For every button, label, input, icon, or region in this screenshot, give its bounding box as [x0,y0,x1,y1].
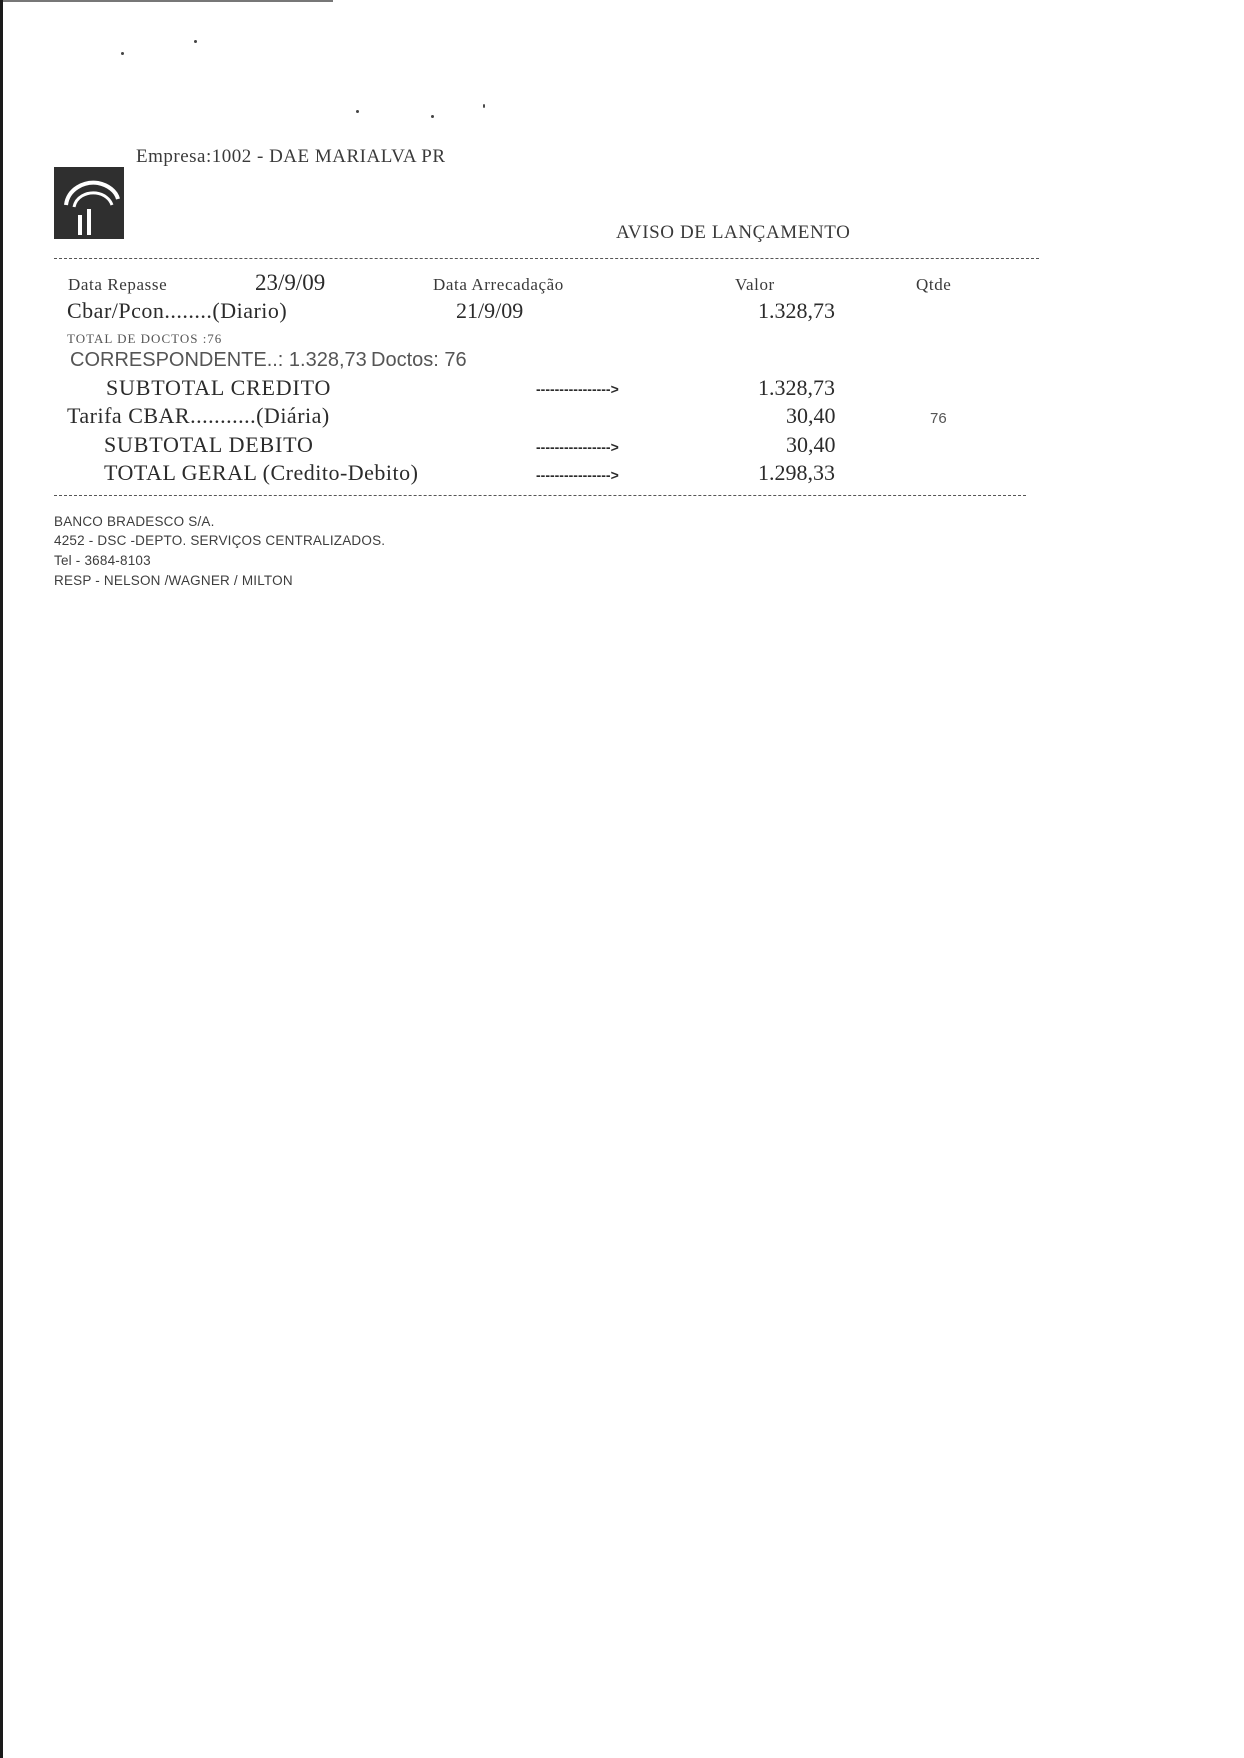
footer-responsible: RESP - NELSON /WAGNER / MILTON [54,573,293,588]
tarifa-label: Tarifa CBAR...........(Diária) [67,403,330,428]
total-geral-arrow: ----------------> [536,467,619,483]
scan-speck [483,104,485,108]
data-arrecadacao-label: Data Arrecadação [433,275,564,294]
subtotal-debito-label: SUBTOTAL DEBITO [104,432,314,457]
divider-bottom [54,495,1026,496]
cbar-label: Cbar/Pcon........(Diario) [67,298,288,323]
valor-label: Valor [735,275,775,294]
footer-phone: Tel - 3684-8103 [54,553,151,568]
divider-top [54,258,1039,259]
footer-bank: BANCO BRADESCO S/A. [54,514,215,529]
subtotal-credito-value: 1.328,73 [758,375,835,400]
correspondente-doctos: Doctos: 76 [371,349,467,371]
scan-speck [121,52,124,55]
scan-speck [431,115,434,118]
company-name: Empresa:1002 - DAE MARIALVA PR [136,146,446,167]
subtotal-credito-arrow: ----------------> [536,381,619,397]
scan-speck [194,40,197,43]
data-repasse-label: Data Repasse [68,275,168,294]
cbar-value: 1.328,73 [758,298,835,323]
tarifa-qty: 76 [930,410,947,427]
total-doctos-label: TOTAL DE DOCTOS :76 [67,331,223,346]
qtde-label: Qtde [916,275,952,294]
subtotal-debito-value: 30,40 [786,432,836,457]
footer-department: 4252 - DSC -DEPTO. SERVIÇOS CENTRALIZADOS. [54,533,386,548]
data-repasse-value: 23/9/09 [255,270,326,295]
tarifa-value: 30,40 [786,403,836,428]
scan-edge [3,0,333,2]
total-geral-value: 1.298,33 [758,460,835,485]
subtotal-credito-label: SUBTOTAL CREDITO [106,375,332,400]
scan-speck [356,110,359,113]
bradesco-logo-icon [54,167,124,239]
subtotal-debito-arrow: ----------------> [536,439,619,455]
total-geral-label: TOTAL GERAL (Credito-Debito) [104,460,419,485]
cbar-date: 21/9/09 [456,298,524,323]
correspondente-label: CORRESPONDENTE..: 1.328,73 [70,349,367,371]
document-title: AVISO DE LANÇAMENTO [616,222,851,243]
